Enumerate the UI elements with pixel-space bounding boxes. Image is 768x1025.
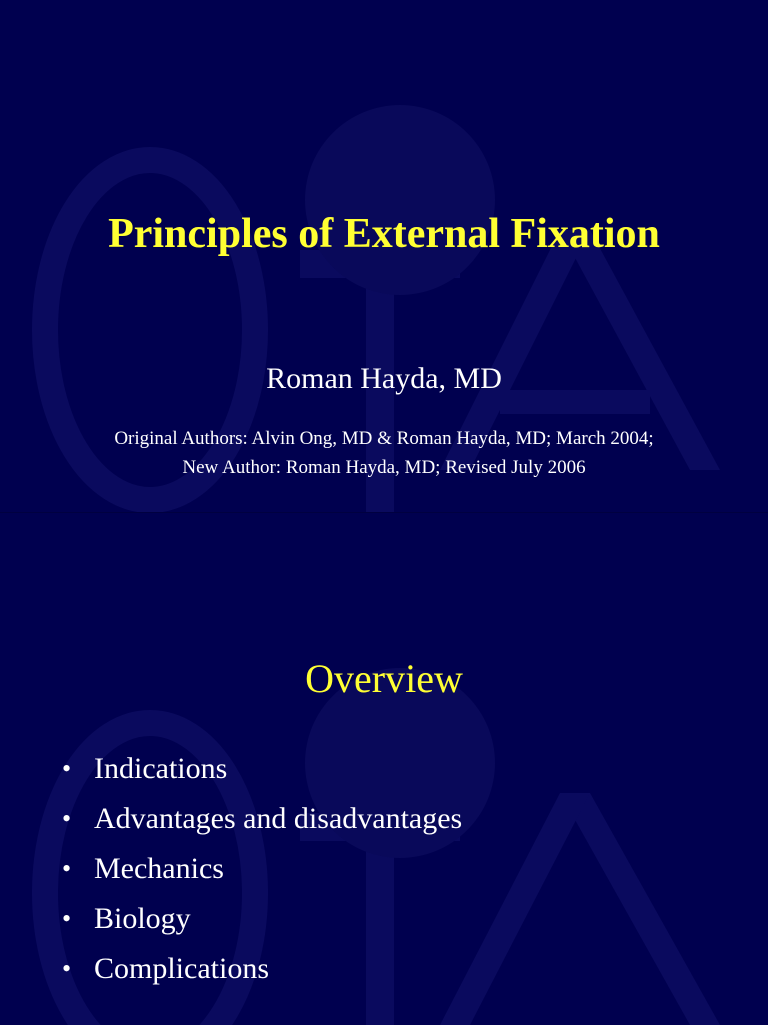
overview-heading: Overview [305, 656, 463, 701]
slide-title-heading: Principles of External Fixation [108, 211, 660, 257]
overview-bullet-list [62, 751, 462, 1001]
bullet-text: Complications [94, 952, 269, 985]
bullet-text: Advantages and disadvantages [94, 802, 463, 835]
list-item [62, 751, 462, 801]
list-item [62, 801, 462, 851]
bullet-icon: • [62, 804, 72, 833]
list-item [62, 951, 462, 1001]
presenter-name: Roman Hayda, MD [266, 362, 502, 395]
original-authors-line: Original Authors: Alvin Ong, MD & Roman Hayda, MD; March 2004; [114, 428, 654, 449]
bullet-icon: • [62, 904, 72, 933]
bullet-text: Biology [94, 902, 191, 935]
list-item [62, 901, 462, 951]
bullet-text: Mechanics [94, 852, 224, 885]
bullet-text: Indications [94, 752, 228, 785]
slide-overview [0, 512, 768, 1025]
bullet-icon: • [62, 754, 72, 783]
bullet-icon: • [62, 954, 72, 983]
bullet-icon: • [62, 854, 72, 883]
list-item [62, 851, 462, 901]
slide-title [0, 0, 768, 512]
new-author-line: New Author: Roman Hayda, MD; Revised July 2006 [182, 457, 586, 478]
